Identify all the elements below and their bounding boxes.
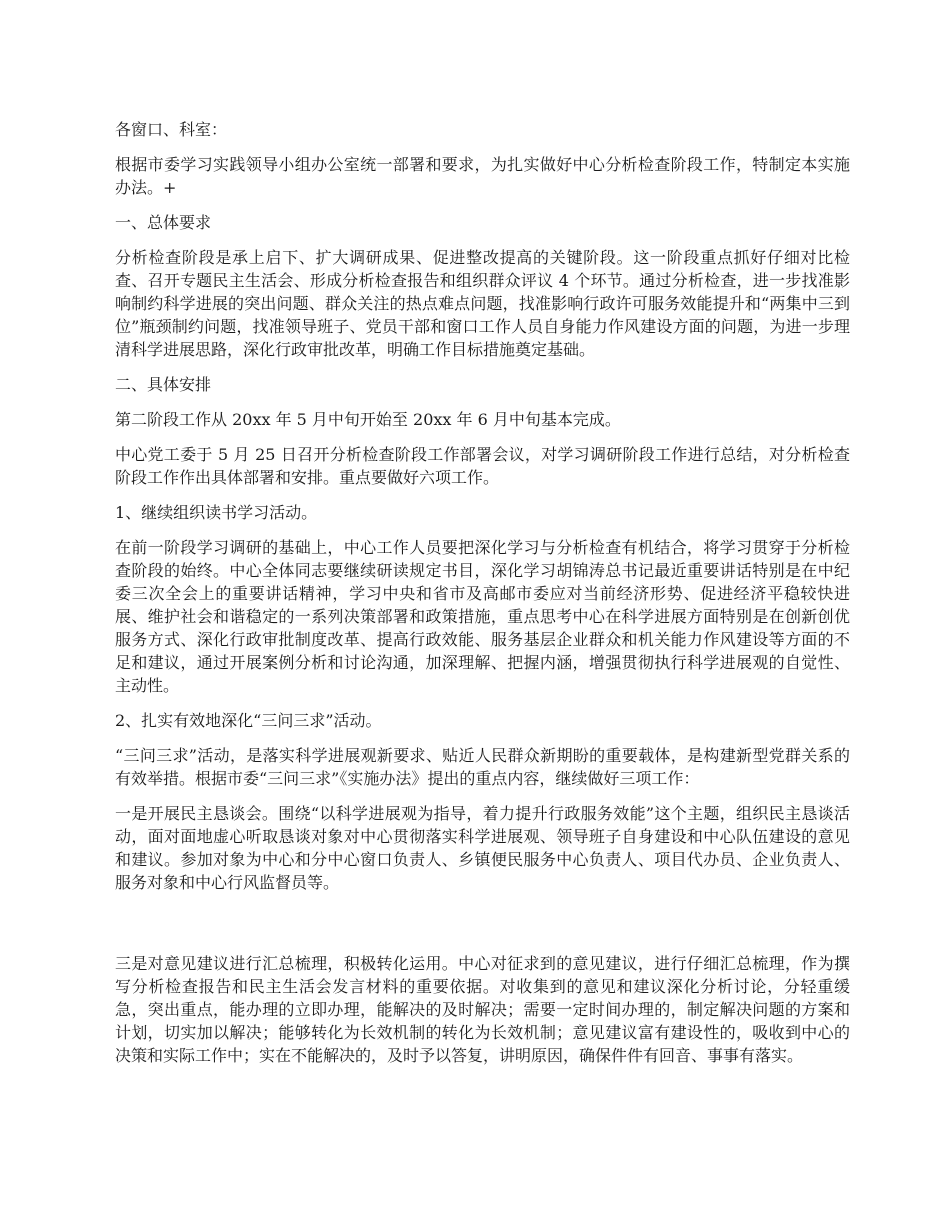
item-2-heading: 2、扎实有效地深化“三问三求”活动。 xyxy=(115,711,382,730)
salutation: 各窗口、科室： xyxy=(115,120,228,139)
section-2-heading: 二、具体安排 xyxy=(115,375,212,394)
item-1-paragraph: 在前一阶段学习调研的基础上，中心工作人员要把深化学习与分析检查有机结合，将学习贯穿于分析检查阶段的始终。中心全体同志要继续研读规定书目，深化学习胡锦涛总书记最近重要讲话特别是在中纪委三次全会上的重要讲话精神，学习中央和省市及高邮市委应对当前经济形势、促进经济平稳较快进展、维护社会和谐稳定的一系列决策部署和政策措施，重点思考中心在科学进展方面特别是在创新创优服务方式、深化行政审批制度改革、提高行政效能、服务基层企业群众和机关能力作风建设等方面的不足和建议，通过开展案例分析和讨论沟通，加深理解、把握内涵，增强贯彻执行科学进展观的自觉性、主动性。 xyxy=(115,538,850,695)
item-2-paragraph: “三问三求”活动，是落实科学进展观新要求、贴近人民群众新期盼的重要载体，是构建新型党群关系的有效举措。根据市委“三问三求”《实施办法》提出的重点内容，继续做好三项工作： xyxy=(115,746,850,788)
section-1-heading: 一、总体要求 xyxy=(115,213,212,232)
section-2-timing: 第二阶段工作从 20xx 年 5 月中旬开始至 20xx 年 6 月中旬基本完成。 xyxy=(115,410,621,429)
document-body xyxy=(115,118,850,1067)
section-1-paragraph: 分析检查阶段是承上启下、扩大调研成果、促进整改提高的关键阶段。这一阶段重点抓好仔细对比检查、召开专题民主生活会、形成分析检查报告和组织群众评议 4 个环节。通过分析检查，进一步找准影响制约科学进展的突出问题、群众关注的热点难点问题，找准影响行政许可服务效能提升和“两集中三到位”瓶颈制约问题，找准领导班子、党员干部和窗口工作人员自身能力作风建设方面的问题，为进一步理清科学进展思路，深化行政审批改革，明确工作目标措施奠定基础。 xyxy=(115,248,850,359)
intro-paragraph: 根据市委学习实践领导小组办公室统一部署和要求，为扎实做好中心分析检查阶段工作，特制定本实施办法。+ xyxy=(115,155,850,197)
item-1-heading: 1、继续组织读书学习活动。 xyxy=(115,503,318,522)
item-2-first-point: 一是开展民主恳谈会。围绕“以科学进展观为指导，着力提升行政服务效能”这个主题，组织民主恳谈活动，面对面地虚心听取恳谈对象对中心贯彻落实科学进展观、领导班子自身建设和中心队伍建设的意见和建议。参加对象为中心和分中心窗口负责人、乡镇便民服务中心负责人、项目代办员、企业负责人、服务对象和中心行风监督员等。 xyxy=(115,804,850,892)
section-2-meeting: 中心党工委于 5 月 25 日召开分析检查阶段工作部署会议，对学习调研阶段工作进行总结，对分析检查阶段工作作出具体部署和安排。重点要做好六项工作。 xyxy=(115,445,850,487)
item-2-third-point: 三是对意见建议进行汇总梳理，积极转化运用。中心对征求到的意见建议，进行仔细汇总梳理，作为撰写分析检查报告和民主生活会发言材料的重要依据。对收集到的意见和建议深化分析讨论，分轻重缓急，突出重点，能办理的立即办理，能解决的及时解决；需要一定时间办理的，制定解决问题的方案和计划，切实加以解决；能够转化为长效机制的转化为长效机制；意见建议富有建设性的，吸收到中心的决策和实际工作中；实在不能解决的，及时予以答复，讲明原因，确保件件有回音、事事有落实。 xyxy=(115,954,850,1065)
